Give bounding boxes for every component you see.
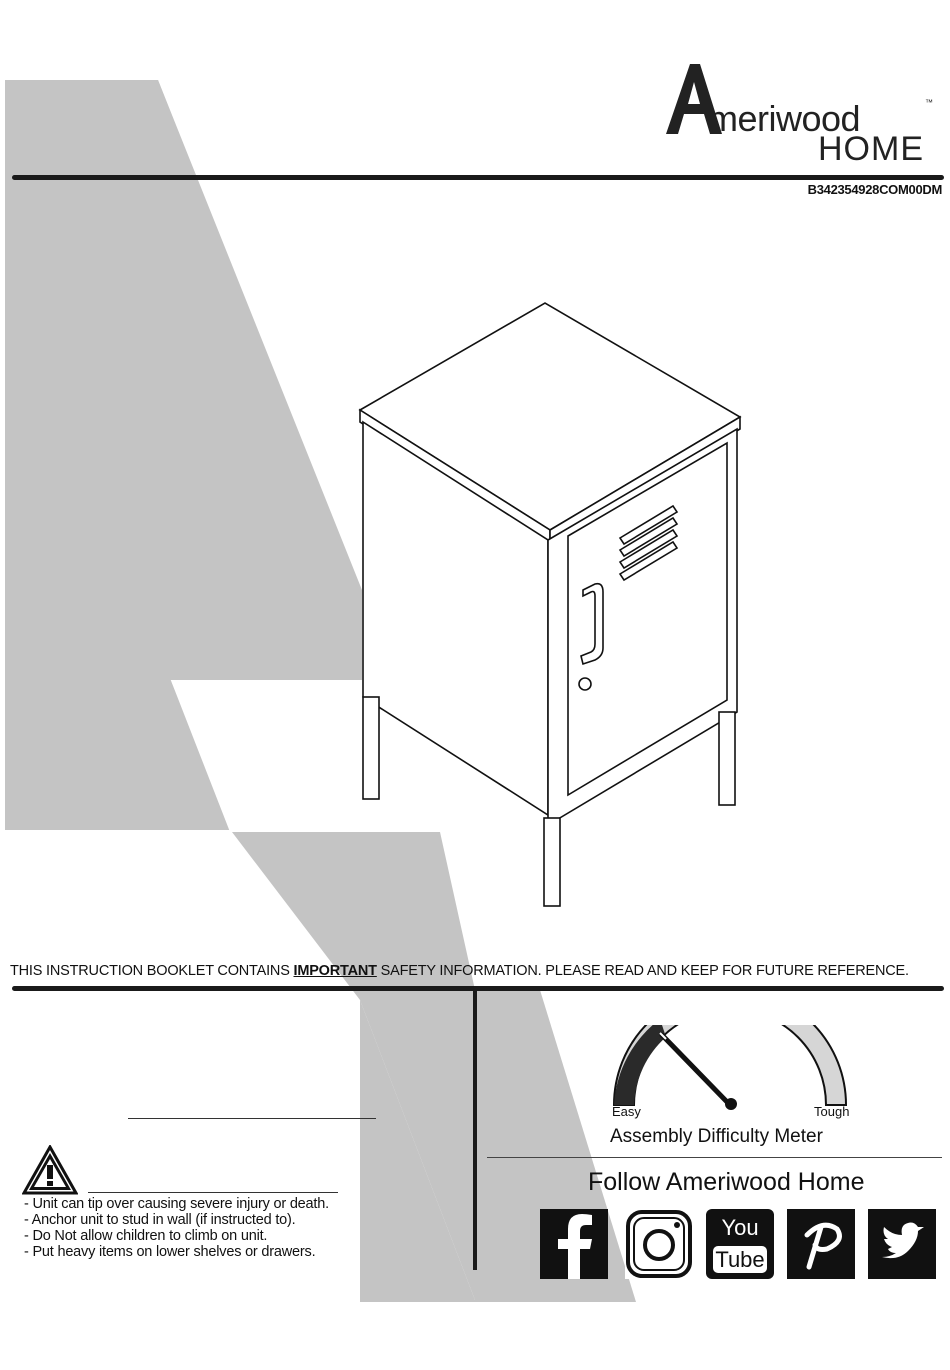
warning-item: - Do Not allow children to climb on unit. — [24, 1228, 268, 1244]
meter-title: Assembly Difficulty Meter — [610, 1126, 823, 1147]
pinterest-icon[interactable] — [787, 1209, 855, 1279]
signature-line — [128, 1118, 376, 1119]
twitter-icon[interactable] — [868, 1209, 936, 1279]
product-illustration — [355, 300, 750, 912]
warning-heading-line — [88, 1192, 338, 1193]
instagram-icon[interactable] — [625, 1209, 693, 1279]
important-text: IMPORTANT — [293, 963, 377, 979]
youtube-icon[interactable] — [706, 1209, 774, 1279]
trademark-symbol: ™ — [925, 98, 933, 107]
youtube-bottom-text: Tube — [715, 1247, 765, 1272]
column-divider — [473, 990, 477, 1270]
warning-item: - Anchor unit to stud in wall (if instructed to). — [24, 1212, 296, 1228]
model-number: B342354928COM00DM — [807, 182, 942, 197]
meter-easy-label: Easy — [612, 1104, 641, 1119]
warning-item: - Unit can tip over causing severe injury or death. — [24, 1196, 329, 1212]
brand-name: meriwood — [708, 98, 861, 139]
facebook-icon[interactable] — [540, 1209, 608, 1279]
safety-notice: THIS INSTRUCTION BOOKLET CONTAINS IMPORTANT SAFETY INFORMATION. PLEASE READ AND KEEP FOR FUTURE REFERENCE. — [10, 963, 909, 979]
warning-item: - Put heavy items on lower shelves or drawers. — [24, 1244, 316, 1260]
warning-list — [24, 1196, 329, 1260]
mid-rule — [12, 986, 944, 991]
top-rule — [12, 175, 944, 180]
difficulty-meter-gauge — [600, 1025, 860, 1110]
meter-tough-label: Tough — [814, 1104, 850, 1119]
youtube-top-text: You — [721, 1215, 759, 1240]
follow-divider — [487, 1157, 942, 1158]
follow-title: Follow Ameriwood Home — [588, 1168, 865, 1196]
warning-triangle-icon — [22, 1145, 78, 1195]
brand-sub: HOME — [818, 130, 924, 168]
